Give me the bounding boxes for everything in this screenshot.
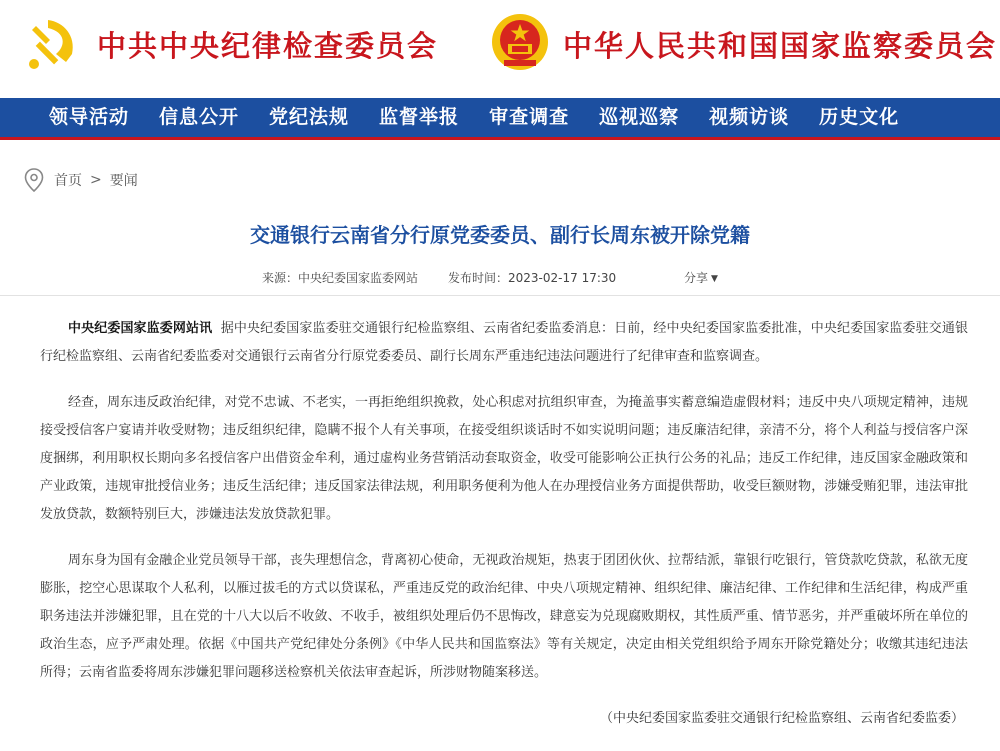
state-name[interactable]: 中华人民共和国国家监察委员会 [563, 29, 998, 63]
paragraph-1 [40, 315, 968, 371]
breadcrumb-current-link[interactable]: 要闻 [109, 173, 138, 189]
site-header [0, 0, 1000, 98]
source-value: 中央纪委国家监委网站 [298, 271, 419, 285]
source-label: 来源： [262, 271, 299, 285]
chevron-down-icon: ▼ [711, 274, 718, 284]
nav-item-investigation[interactable]: 审查调查 [489, 106, 570, 128]
breadcrumb [24, 168, 138, 192]
article-signoff: （中央纪委国家监委驻交通银行纪检监察组、云南省纪委监委） [599, 711, 964, 726]
state-emblem-icon[interactable] [490, 12, 550, 72]
article-source [262, 269, 418, 286]
location-pin-icon [24, 168, 44, 192]
article-body [40, 315, 968, 751]
paragraph-3: 周东身为国有金融企业党员领导干部，丧失理想信念，背离初心使命，无视政治规矩，热衷于团团伙伙、拉帮结派，靠银行吃银行，管贷款吃贷款，私欲无度膨胀，挖空心思谋取个人私利，以雁过拔毛的方式以贷谋私，严重违反党的政治纪律、中央八项规定精神、组织纪律、廉洁纪律、工作纪律和生活纪律，构成严重职务违法并涉嫌犯罪，且在党的十八大以后不收敛、不收手，被组织处理后仍不思悔改，肆意妄为兑现腐败期权，其性质严重、情节恶劣，并严重破坏所在单位的政治生态，应予严肃处理。依据《中国共产党纪律处分条例》《中华人民共和国监察法》等有关规定，决定由相关党组织给予周东开除党籍处分；收缴其违纪违法所得；云南省监委将周东涉嫌犯罪问题移送检察机关依法审查起诉，所涉财物随案移送。 [40, 553, 968, 680]
share-label: 分享 [684, 271, 709, 285]
nav-item-regulations[interactable]: 党纪法规 [269, 106, 350, 128]
breadcrumb-separator: > [90, 172, 102, 188]
nav-item-inspection[interactable]: 巡视巡察 [599, 106, 680, 128]
nav-item-report[interactable]: 监督举报 [379, 106, 460, 128]
time-value: 2023-02-17 17:30 [508, 271, 617, 285]
nav-item-leadership[interactable]: 领导活动 [49, 106, 130, 128]
party-emblem-icon[interactable] [26, 12, 80, 72]
article-lead: 中央纪委国家监委网站讯 [68, 321, 213, 336]
breadcrumb-home-link[interactable]: 首页 [54, 173, 82, 189]
divider [0, 295, 1000, 296]
paragraph-1-text: 据中央纪委国家监委驻交通银行纪检监察组、云南省纪委监委消息：日前，经中央纪委国家监委批准，中央纪委国家监委驻交通银行纪检监察组、云南省纪委监委对交通银行云南省分行原党委委员、副行长周东严重违纪违法问题进行了纪律审查和监察调查。 [40, 321, 968, 364]
nav-item-video[interactable]: 视频访谈 [709, 106, 790, 128]
article-time [448, 269, 616, 286]
share-button[interactable] [684, 269, 718, 286]
party-name[interactable]: 中共中央纪律检查委员会 [97, 29, 439, 63]
article-title: 交通银行云南省分行原党委委员、副行长周东被开除党籍 [250, 223, 750, 247]
nav-item-history[interactable]: 历史文化 [819, 106, 900, 128]
paragraph-2: 经查，周东违反政治纪律，对党不忠诚、不老实，一再拒绝组织挽救，处心积虑对抗组织审查，为掩盖事实蓄意编造虚假材料；违反中央八项规定精神，违规接受授信客户宴请并收受财物；违反组织纪律，隐瞒不报个人有关事项，在接受组织谈话时不如实说明问题；违反廉洁纪律，亲清不分，将个人利益与授信客户深度捆绑，利用职权长期向多名授信客户出借资金牟利，通过虚构业务营销活动套取资金，收受可能影响公正执行公务的礼品；违反工作纪律，违反国家金融政策和产业政策，违规审批授信业务；违反生活纪律；违反国家法律法规，利用职务便利为他人在办理授信业务方面提供帮助，收受巨额财物，涉嫌受贿犯罪，违法审批发放贷款，数额特别巨大，涉嫌违法发放贷款犯罪。 [40, 395, 968, 522]
main-nav [0, 98, 1000, 140]
nav-item-disclosure[interactable]: 信息公开 [159, 106, 240, 128]
time-label: 发布时间： [448, 271, 509, 285]
